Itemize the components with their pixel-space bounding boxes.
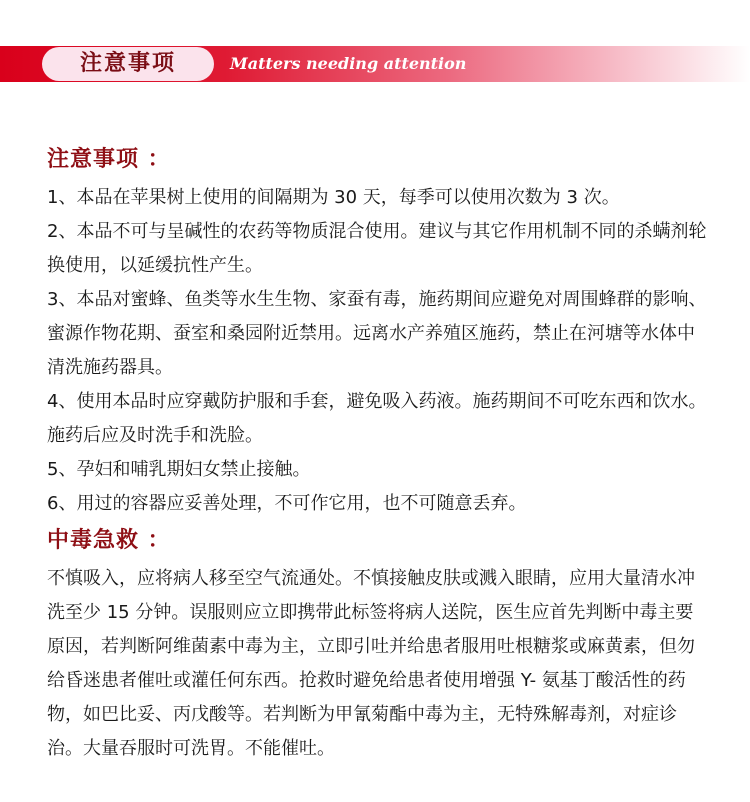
first-aid-block <box>47 562 707 766</box>
header-title-en: Matters needing attention <box>230 54 467 73</box>
precaution-item-2: 2、本品不可与呈碱性的农药等物质混合使用。建议与其它作用机制不同的杀螨剂轮换使用，以延缓抗性产生。 <box>47 221 707 276</box>
precaution-item-3: 3、本品对蜜蜂、鱼类等水生生物、家蚕有毒，施药期间应避免对周围蜂群的影响、蜜源作物花期、蚕室和桑园附近禁用。远离水产养殖区施药，禁止在河塘等水体中清洗施药器具。 <box>47 289 707 378</box>
first-aid-text: 不慎吸入，应将病人移至空气流通处。不慎接触皮肤或溅入眼睛，应用大量清水冲洗至少 15 分钟。误服则应立即携带此标签将病人送院，医生应首先判断中毒主要原因，若判断阿维菌素中毒为主，立即引吐并给患者服用吐根糖浆或麻黄素，但勿给昏迷患者催吐或灌任何东西。抢救时避免给患者使用增强 Y- 氨基丁酸活性的药物，如巴比妥、丙戊酸等。若判断为甲氰菊酯中毒为主，无特殊解毒剂，对症诊治。大量吞服时可洗胃。不能催吐。 <box>47 568 695 759</box>
precaution-item-6: 6、用过的容器应妥善处理，不可作它用，也不可随意丢弃。 <box>47 493 527 514</box>
precaution-item-4: 4、使用本品时应穿戴防护服和手套，避免吸入药液。施药期间不可吃东西和饮水。施药后应及时洗手和洗脸。 <box>47 391 707 446</box>
first-aid-title: 中毒急救 ： <box>47 528 171 553</box>
precautions-list <box>47 181 707 521</box>
precaution-item-1: 1、本品在苹果树上使用的间隔期为 30 天，每季可以使用次数为 3 次。 <box>47 187 620 208</box>
precaution-item-5: 5、孕妇和哺乳期妇女禁止接触。 <box>47 459 311 480</box>
precautions-title: 注意事项 ： <box>47 147 171 172</box>
header-title-cn: 注意事项 <box>42 47 214 81</box>
